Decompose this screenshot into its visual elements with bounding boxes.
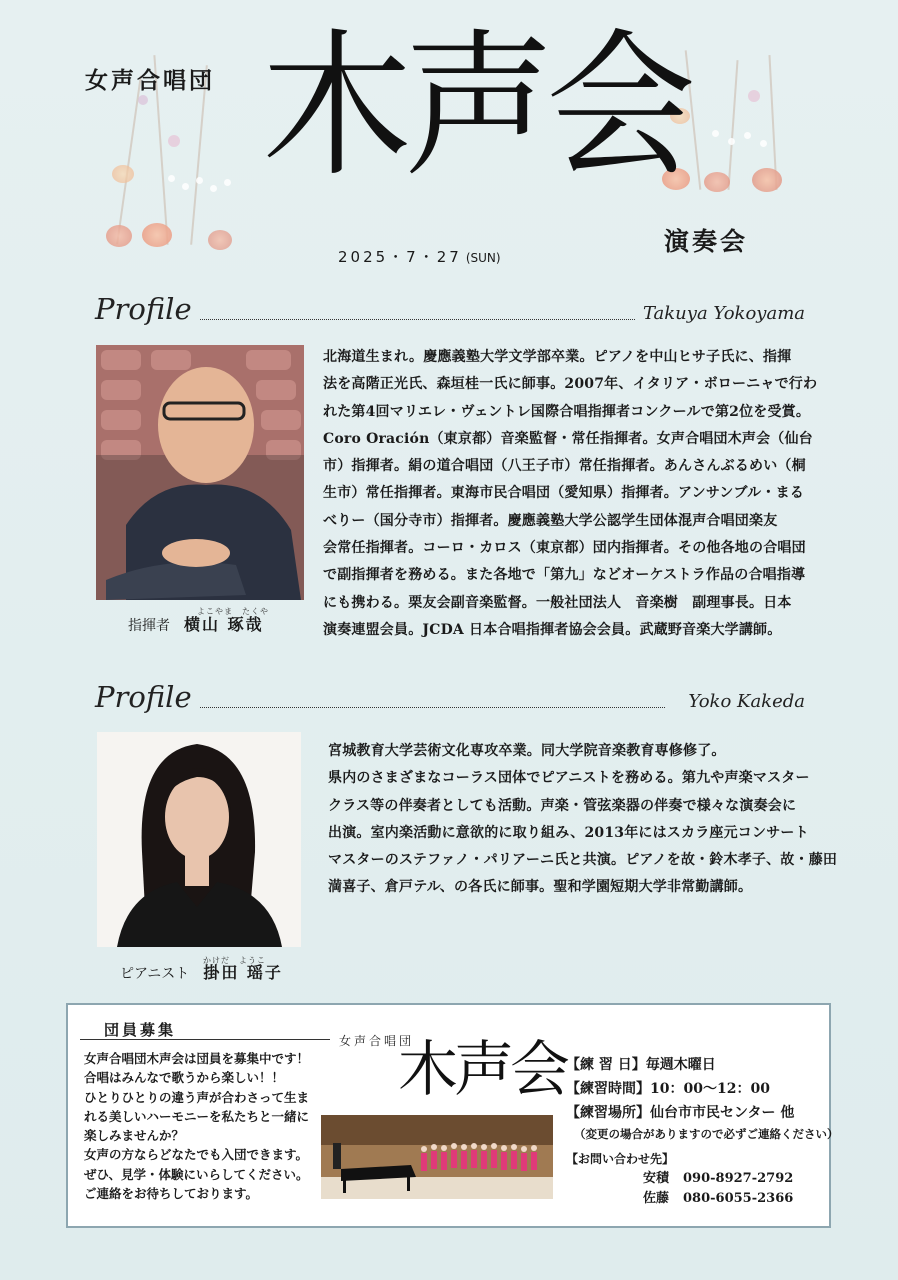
pianist-photo-illustration xyxy=(97,732,301,947)
recruit-line: ぜひ、見学・体験にいらしてください。 xyxy=(84,1166,309,1182)
contact-item xyxy=(643,1189,793,1209)
date-value: 2025・7・27 xyxy=(338,248,462,266)
contact-item xyxy=(643,1169,793,1189)
bio-line: 満喜子、倉戸テル、の各氏に師事。聖和学園短期大学非常勤講師。 xyxy=(328,879,753,896)
practice-time: 【練習時間】10：00～12：00 xyxy=(566,1081,770,1097)
bio-line: 生市）常任指揮者。東海市民合唱団（愛知県）指揮者。アンサンブル・まる xyxy=(323,485,804,502)
contact-label: 【お問い合わせ先】 xyxy=(566,1152,675,1166)
mini-choir-logo: 木声会 xyxy=(398,1035,566,1105)
recruit-line: 女声の方ならどなたでも入団できます。 xyxy=(84,1147,309,1163)
profile-name-en: Takuya Yokoyama xyxy=(642,303,805,324)
bio-line: 会常任指揮者。コーロ・カロス（東京都）団内指揮者。その他各地の合唱団 xyxy=(323,540,806,557)
bio-line: 法を高階正光氏、森垣桂一氏に師事。2007年、イタリア・ボローニャで行わ xyxy=(323,376,818,393)
bio-line: にも携わる。栗友会副音楽監督。一般社団法人 音楽樹 副理事長。日本 xyxy=(323,594,792,611)
profile-heading-conductor xyxy=(95,290,805,326)
bio-line: れた第4回マリエレ・ヴェントレ国際合唱指揮者コンクールで第2位を受賞。 xyxy=(323,403,811,420)
pianist-biography xyxy=(328,738,838,902)
conductor-name-ruby: よこやま たくや xyxy=(197,607,269,616)
recruitment-title: 団員募集 xyxy=(104,1021,177,1039)
choir-performance-photo xyxy=(321,1115,553,1199)
practice-place: 【練習場所】仙台市市民センター 他 xyxy=(566,1105,795,1121)
bio-line: Coro Oración（東京都）音楽監督・常任指揮者。女声合唱団木声会（仙台 xyxy=(323,430,813,447)
contact-list xyxy=(643,1169,793,1209)
conductor-biography xyxy=(323,344,818,644)
bio-line: クラス等の伴奏者としても活動。声楽・管弦楽器の伴奏で様々な演奏会に xyxy=(328,797,797,814)
conductor-caption xyxy=(128,612,264,635)
bio-line: 北海道生まれ。慶應義塾大学文学部卒業。ピアノを中山ヒサ子氏に、指揮 xyxy=(323,349,792,365)
dotted-rule xyxy=(200,319,635,320)
choir-performance-illustration xyxy=(321,1115,553,1199)
recruitment-message xyxy=(84,1049,309,1203)
practice-day: 【練 習 日】毎週木曜日 xyxy=(566,1057,716,1073)
practice-note: （変更の場合がありますので必ずご連絡ください） xyxy=(574,1127,839,1141)
conductor-name: 横山 琢哉 xyxy=(184,615,264,634)
recruitment-underline xyxy=(80,1039,330,1040)
recruit-line: れる美しいハーモニーを私たちと一緒に xyxy=(84,1108,310,1124)
recruitment-box xyxy=(66,1003,839,1228)
date-day: (SUN) xyxy=(465,251,501,265)
profile-label: Profile xyxy=(95,680,192,714)
recruit-line: 女声合唱団木声会は団員を募集中です！ xyxy=(84,1051,310,1066)
contact-name: 安積 xyxy=(643,1171,670,1186)
conductor-photo xyxy=(96,345,304,600)
pianist-caption xyxy=(120,960,283,983)
contact-name: 佐藤 xyxy=(643,1191,670,1206)
recruit-line: 合唱はみんなで歌うから楽しい！！ xyxy=(84,1070,285,1086)
bio-line: べりー（国分寺市）指揮者。慶應義塾大学公認学生団体混声合唱団楽友 xyxy=(323,512,778,529)
recruit-line: ご連絡をお待ちしております。 xyxy=(84,1186,259,1202)
pianist-name-ruby: かけだ ようこ xyxy=(203,956,266,965)
bio-line: 県内のさまざまなコーラス団体でピアニストを務める。第九や声楽マスター xyxy=(328,770,810,787)
bio-line: 演奏連盟会員。JCDA 日本合唱指揮者協会会員。武蔵野音楽大学講師。 xyxy=(323,621,782,638)
bio-line: で副指揮者を務める。また各地で「第九」などオーケストラ作品の合唱指導 xyxy=(323,567,806,584)
choir-logo: 木声会 xyxy=(262,15,689,199)
conductor-photo-illustration xyxy=(96,345,304,600)
mini-choir-label: 女声合唱団 xyxy=(339,1034,415,1048)
choir-type-label: 女声合唱団 xyxy=(85,67,215,94)
concert-label: 演奏会 xyxy=(664,227,749,256)
recruit-line: ひとりひとりの違う声が合わさって生ま xyxy=(84,1089,310,1105)
contact-phone[interactable]: 090-8927-2792 xyxy=(683,1171,794,1186)
profile-heading-pianist xyxy=(95,678,805,714)
bio-line: 宮城教育大学芸術文化専攻卒業。同大学院音楽教育専修修了。 xyxy=(328,743,726,759)
pianist-photo xyxy=(97,732,301,947)
concert-date xyxy=(338,246,501,267)
recruit-line: 楽しみませんか？ xyxy=(84,1128,185,1144)
bio-line: マスターのステファノ・パリアーニ氏と共演。ピアノを故・鈴木孝子、故・藤田 xyxy=(328,852,838,869)
dotted-rule xyxy=(200,707,665,708)
profile-name-en: Yoko Kakeda xyxy=(688,691,805,712)
pianist-role: ピアニスト xyxy=(120,966,190,982)
profile-label: Profile xyxy=(95,292,192,326)
conductor-role: 指揮者 xyxy=(128,618,170,634)
practice-info xyxy=(566,1053,839,1171)
bio-line: 出演。室内楽活動に意欲的に取り組み、2013年にはスカラ座元コンサート xyxy=(328,824,809,841)
pianist-name: 掛田 瑶子 xyxy=(203,963,283,982)
contact-phone[interactable]: 080-6055-2366 xyxy=(683,1191,794,1206)
bio-line: 市）指揮者。絹の道合唱団（八王子市）常任指揮者。あんさんぶるめい（桐 xyxy=(323,458,806,475)
